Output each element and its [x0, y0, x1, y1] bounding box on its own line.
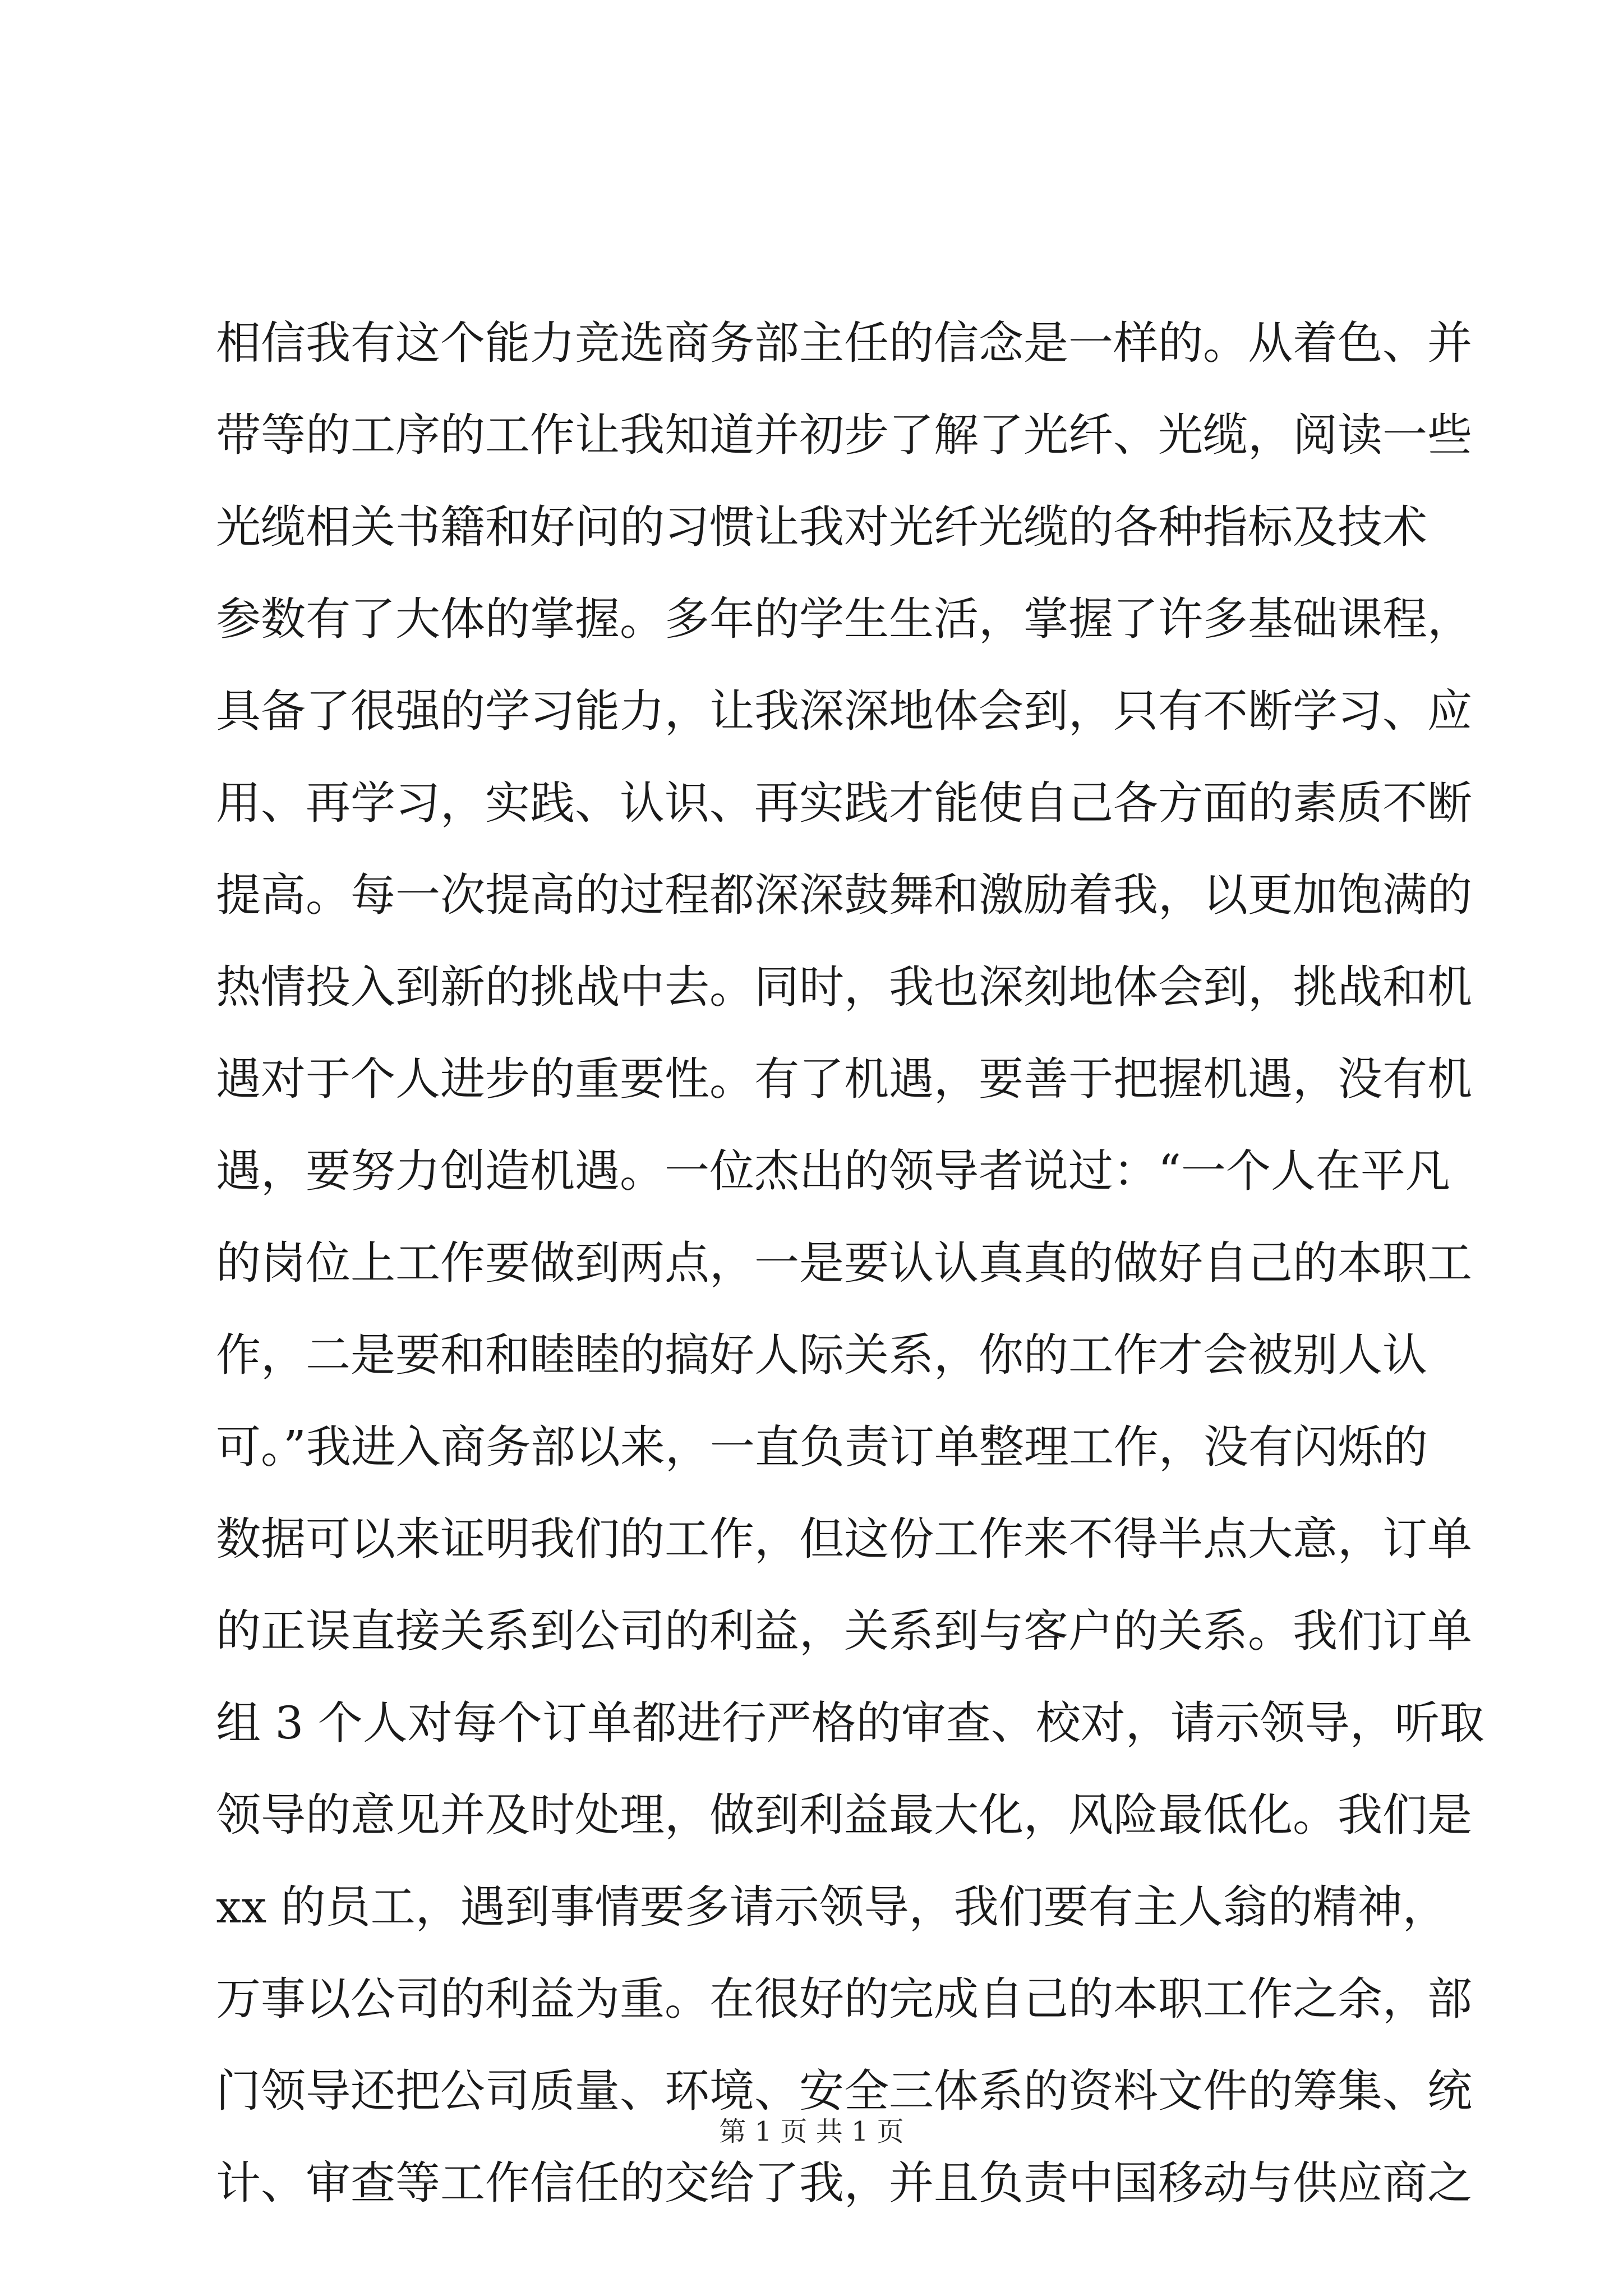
text-line: xx 的员工，遇到事情要多请示领导，我们要有主人翁的精神， — [216, 1881, 1447, 1933]
text-line: 遇，要努力创造机遇。一位杰出的领导者说过：“一个人在平凡 — [216, 1145, 1450, 1197]
text-line: 热情投入到新的挑战中去。同时，我也深刻地体会到，挑战和机 — [216, 961, 1472, 1013]
text-line: 遇对于个人进步的重要性。有了机遇，要善于把握机遇，没有机 — [216, 1053, 1472, 1105]
text-line: 的正误直接关系到公司的利益，关系到与客户的关系。我们订单 — [216, 1605, 1472, 1657]
page-footer: 第 1 页 共 1 页 — [719, 2116, 904, 2147]
text-line: 万事以公司的利益为重。在很好的完成自己的本职工作之余，部 — [216, 1973, 1472, 2025]
text-line: 的岗位上工作要做到两点，一是要认认真真的做好自己的本职工 — [216, 1237, 1472, 1289]
text-line: 参数有了大体的掌握。多年的学生生活，掌握了许多基础课程， — [216, 593, 1472, 645]
text-line: 作，二是要和和睦睦的搞好人际关系，你的工作才会被别人认 — [216, 1329, 1427, 1381]
text-line: 领导的意见并及时处理，做到利益最大化，风险最低化。我们是 — [216, 1789, 1472, 1841]
text-line: 光缆相关书籍和好问的习惯让我对光纤光缆的各种指标及技术 — [216, 501, 1427, 553]
text-line: 可。”我进入商务部以来，一直负责订单整理工作，没有闪烁的 — [216, 1421, 1428, 1473]
text-line: 组 3 个人对每个订单都进行严格的审查、校对，请示领导，听取 — [216, 1697, 1484, 1749]
text-line: 数据可以来证明我们的工作，但这份工作来不得半点大意，订单 — [216, 1513, 1472, 1565]
body-paragraph — [216, 297, 1484, 2229]
text-line: 用、再学习，实践、认识、再实践才能使自己各方面的素质不断 — [216, 777, 1472, 829]
text-line: 具备了很强的学习能力，让我深深地体会到，只有不断学习、应 — [216, 685, 1472, 737]
text-line: 相信我有这个能力竞选商务部主任的信念是一样的。从着色、并 — [216, 317, 1472, 369]
text-line: 门领导还把公司质量、环境、安全三体系的资料文件的筹集、统 — [216, 2065, 1472, 2117]
text-line: 计、审查等工作信任的交给了我，并且负责中国移动与供应商之 — [216, 2157, 1472, 2209]
text-line: 带等的工序的工作让我知道并初步了解了光纤、光缆，阅读一些 — [216, 409, 1472, 461]
text-line: 提高。每一次提高的过程都深深鼓舞和激励着我，以更加饱满的 — [216, 869, 1472, 921]
